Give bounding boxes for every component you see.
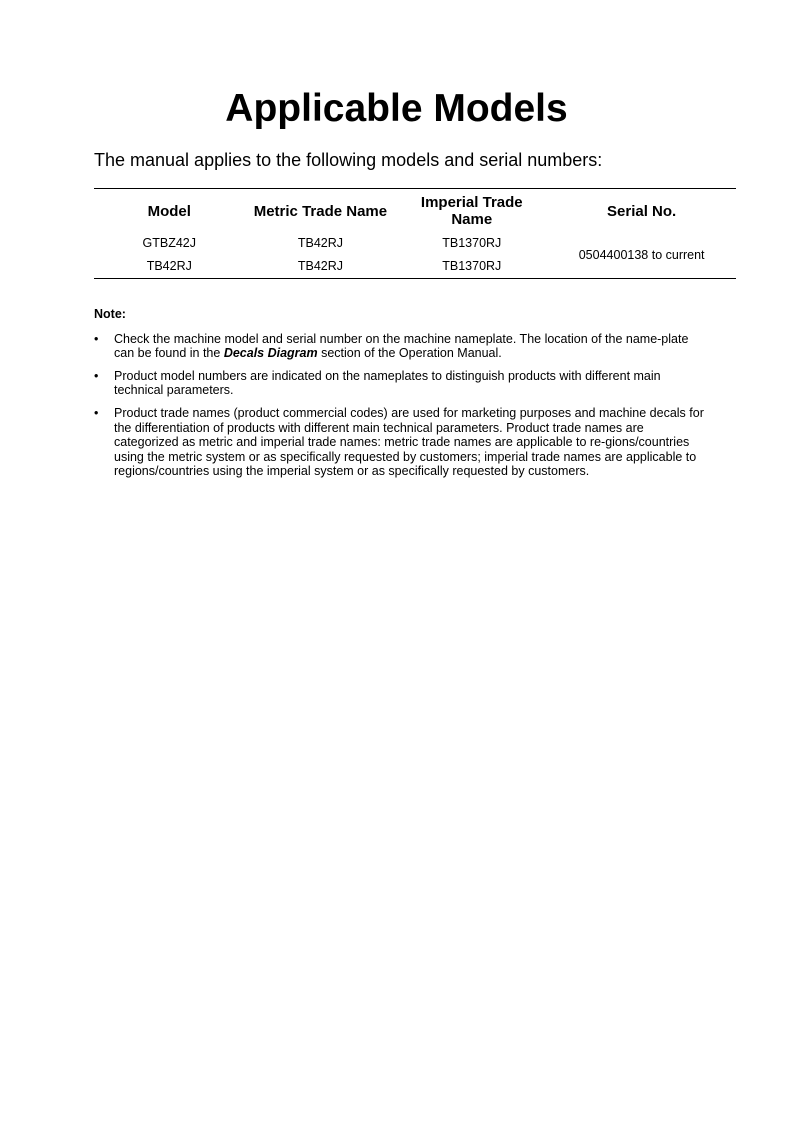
bullet-icon: • (94, 331, 99, 346)
header-model: Model (147, 202, 191, 220)
header-metric-trade-name: Metric Trade Name (253, 202, 388, 220)
cell-metric: TB42RJ (297, 236, 343, 250)
note-text: Product model numbers are indicated on the nameplates to distinguish products with different main technical parameters. (114, 368, 661, 398)
cell-model: GTBZ42J (142, 236, 197, 250)
note-text-before: Check the machine model and serial number on the machine nameplate. The location of the name-plate can be found in the (114, 331, 689, 361)
note-label: Note: (94, 307, 126, 321)
list-item (94, 332, 704, 361)
note-list (94, 332, 704, 479)
page-title: Applicable Models (225, 87, 568, 130)
cell-serial: 0504400138 to current (578, 247, 705, 262)
list-item (94, 406, 704, 479)
table-row (94, 232, 736, 255)
models-table (94, 188, 736, 279)
header-imperial-trade-name: Imperial Trade Name (420, 194, 523, 228)
note-text: Product trade names (product commercial codes) are used for marketing purposes and machine decals for the differentiation of products with different main technical parameters. Product trade names are categorized as metric and imperial trade names: metric trade names are applicable to re-gions/countries using the metric system or as specifically requested by customers; imperial trade names are applicable to regions/countries using the imperial system or as specifically requested by customers. (114, 405, 704, 479)
cell-imperial: TB1370RJ (442, 259, 502, 273)
header-serial-no: Serial No. (607, 202, 677, 220)
note-text (114, 332, 688, 361)
note-text-after: section of the Operation Manual. (317, 346, 502, 361)
intro-text: The manual applies to the following models and serial numbers: (94, 150, 603, 170)
cell-metric: TB42RJ (297, 259, 343, 273)
note-section (94, 307, 704, 487)
table-header-row (94, 189, 736, 233)
cell-imperial: TB1370RJ (442, 236, 502, 250)
list-item (94, 369, 704, 398)
bullet-icon: • (94, 405, 99, 420)
bullet-icon: • (94, 368, 99, 383)
decals-diagram-reference: Decals Diagram (223, 346, 318, 361)
cell-model: TB42RJ (146, 259, 192, 273)
